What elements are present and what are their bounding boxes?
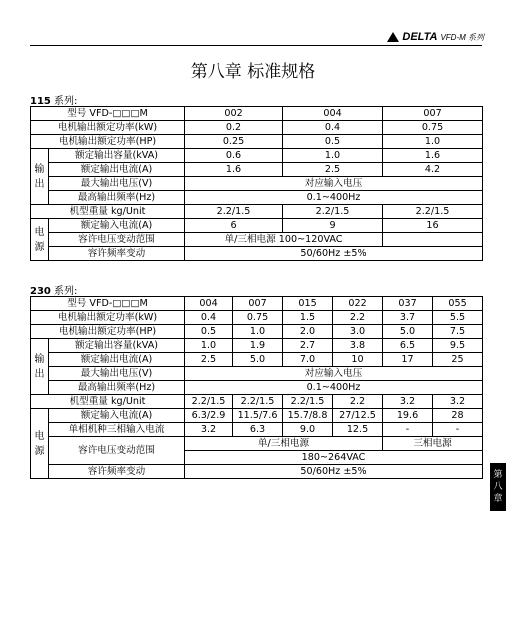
row-label: 容许电压变动范围 (49, 437, 185, 465)
row-label: 最高输出频率(Hz) (49, 191, 185, 205)
value-cell: 2.5 (283, 163, 383, 177)
series-230-label: 230 系列: (30, 286, 78, 297)
spec-table-230 (30, 296, 483, 479)
row-label: 最高输出频率(Hz) (49, 381, 185, 395)
value-cell: 2.2 (333, 395, 383, 409)
value-cell: 3.2 (185, 423, 233, 437)
table-row (31, 205, 483, 219)
value-cell: 0.4 (283, 121, 383, 135)
brand-series: VFD-M 系列 (440, 32, 484, 42)
row-label: 容许频率变动 (49, 247, 185, 261)
header-rule (30, 45, 482, 46)
series-115-label: 115 系列: (30, 96, 78, 107)
model-cell: 007 (383, 107, 483, 121)
table-row (31, 353, 483, 367)
table-row (31, 191, 483, 205)
table-row (31, 177, 483, 191)
value-cell: 3.7 (383, 311, 433, 325)
table-row (31, 135, 483, 149)
value-cell: 0.75 (383, 121, 483, 135)
value-cell: 50/60Hz ±5% (185, 247, 483, 261)
model-cell: 004 (185, 297, 233, 311)
value-cell: 16 (383, 219, 483, 233)
value-cell: 3.8 (333, 339, 383, 353)
table-row (31, 409, 483, 423)
value-cell: 17 (383, 353, 433, 367)
value-cell: 单/三相电源 100~120VAC (185, 233, 383, 247)
value-cell: 5.0 (383, 325, 433, 339)
value-cell: 2.2 (333, 311, 383, 325)
value-cell (383, 233, 483, 247)
value-cell: 1.6 (383, 149, 483, 163)
table-row (31, 247, 483, 261)
model-cell: 055 (433, 297, 483, 311)
value-cell: 3.0 (333, 325, 383, 339)
row-label: 容许电压变动范围 (49, 233, 185, 247)
value-cell: 0.1~400Hz (185, 191, 483, 205)
row-label: 额定输出容量(kVA) (49, 149, 185, 163)
chapter-side-tab (490, 463, 506, 511)
group-label-power: 电源 (31, 409, 49, 479)
value-cell: 0.5 (283, 135, 383, 149)
value-cell: 15.7/8.8 (283, 409, 333, 423)
value-cell: 对应输入电压 (185, 177, 483, 191)
value-cell: 0.75 (233, 311, 283, 325)
table-row (31, 395, 483, 409)
brand-name: DELTA (402, 31, 438, 43)
row-label: 机型重量 kg/Unit (31, 205, 185, 219)
row-label: 最大输出电压(V) (49, 367, 185, 381)
value-cell: - (433, 423, 483, 437)
row-label: 电机输出额定功率(HP) (31, 325, 185, 339)
model-header: 型号 VFD-□□□M (31, 107, 185, 121)
value-cell: 1.5 (283, 311, 333, 325)
value-cell: 6.3/2.9 (185, 409, 233, 423)
table-row (31, 121, 483, 135)
row-label: 容许频率变动 (49, 465, 185, 479)
value-cell: 7.5 (433, 325, 483, 339)
value-cell: 对应输入电压 (185, 367, 483, 381)
group-label-power: 电源 (31, 219, 49, 261)
value-cell: 0.1~400Hz (185, 381, 483, 395)
model-cell: 037 (383, 297, 433, 311)
row-label: 机型重量 kg/Unit (31, 395, 185, 409)
row-label: 额定输入电流(A) (49, 219, 185, 233)
table-row (31, 233, 483, 247)
group-label-output: 输出 (31, 149, 49, 205)
group-label-output: 输出 (31, 339, 49, 395)
delta-triangle-icon (387, 32, 399, 42)
value-cell: 27/12.5 (333, 409, 383, 423)
model-cell: 002 (185, 107, 283, 121)
table-row (31, 325, 483, 339)
value-cell: 3.2 (383, 395, 433, 409)
row-label: 额定输出电流(A) (49, 163, 185, 177)
value-cell: 1.6 (185, 163, 283, 177)
table-row (31, 423, 483, 437)
value-cell: 5.5 (433, 311, 483, 325)
table-row (31, 311, 483, 325)
value-cell: 单/三相电源 (185, 437, 383, 451)
value-cell: 9 (283, 219, 383, 233)
table-row (31, 367, 483, 381)
value-cell: 2.2/1.5 (383, 205, 483, 219)
value-cell: 5.0 (233, 353, 283, 367)
model-cell: 004 (283, 107, 383, 121)
value-cell: 2.2/1.5 (185, 395, 233, 409)
value-cell: 6.3 (233, 423, 283, 437)
value-cell: 2.0 (283, 325, 333, 339)
value-cell: 0.4 (185, 311, 233, 325)
value-cell: 2.2/1.5 (283, 395, 333, 409)
row-label: 电机输出额定功率(HP) (31, 135, 185, 149)
value-cell: 0.5 (185, 325, 233, 339)
value-cell: 9.5 (433, 339, 483, 353)
value-cell: 三相电源 (383, 437, 483, 451)
value-cell: 1.0 (383, 135, 483, 149)
value-cell: 50/60Hz ±5% (185, 465, 483, 479)
model-cell: 007 (233, 297, 283, 311)
side-tab-char: 章 (493, 494, 503, 504)
value-cell: 2.2/1.5 (185, 205, 283, 219)
value-cell: 2.2/1.5 (233, 395, 283, 409)
value-cell: 1.0 (185, 339, 233, 353)
value-cell: 180~264VAC (185, 451, 483, 465)
table-row (31, 219, 483, 233)
brand-logo (387, 30, 484, 44)
value-cell: 12.5 (333, 423, 383, 437)
value-cell: 4.2 (383, 163, 483, 177)
value-cell: 1.0 (283, 149, 383, 163)
value-cell: 2.7 (283, 339, 333, 353)
table-row (31, 465, 483, 479)
model-header: 型号 VFD-□□□M (31, 297, 185, 311)
table-row (31, 381, 483, 395)
value-cell: 7.0 (283, 353, 333, 367)
row-label: 电机输出额定功率(kW) (31, 311, 185, 325)
row-label: 电机输出额定功率(kW) (31, 121, 185, 135)
value-cell: 0.6 (185, 149, 283, 163)
row-label: 额定输入电流(A) (49, 409, 185, 423)
value-cell: - (383, 423, 433, 437)
spec-table-115 (30, 106, 483, 261)
table-row (31, 149, 483, 163)
value-cell: 28 (433, 409, 483, 423)
value-cell: 0.2 (185, 121, 283, 135)
value-cell: 19.6 (383, 409, 433, 423)
row-label: 额定输出容量(kVA) (49, 339, 185, 353)
table-row (31, 163, 483, 177)
value-cell: 25 (433, 353, 483, 367)
value-cell: 3.2 (433, 395, 483, 409)
value-cell: 6.5 (383, 339, 433, 353)
value-cell: 1.9 (233, 339, 283, 353)
chapter-title: 第八章 标准规格 (190, 62, 316, 82)
side-tab-char: 八 (493, 482, 503, 492)
row-label: 单相机种三相输入电流 (49, 423, 185, 437)
value-cell: 9.0 (283, 423, 333, 437)
row-label: 额定输出电流(A) (49, 353, 185, 367)
value-cell: 2.2/1.5 (283, 205, 383, 219)
value-cell: 0.25 (185, 135, 283, 149)
model-cell: 022 (333, 297, 383, 311)
table-row (31, 339, 483, 353)
row-label: 最大输出电压(V) (49, 177, 185, 191)
value-cell: 2.5 (185, 353, 233, 367)
side-tab-char: 第 (493, 470, 503, 480)
value-cell: 6 (185, 219, 283, 233)
table-row (31, 107, 483, 121)
value-cell: 1.0 (233, 325, 283, 339)
model-cell: 015 (283, 297, 333, 311)
value-cell: 10 (333, 353, 383, 367)
table-row (31, 297, 483, 311)
table-row (31, 437, 483, 451)
value-cell: 11.5/7.6 (233, 409, 283, 423)
